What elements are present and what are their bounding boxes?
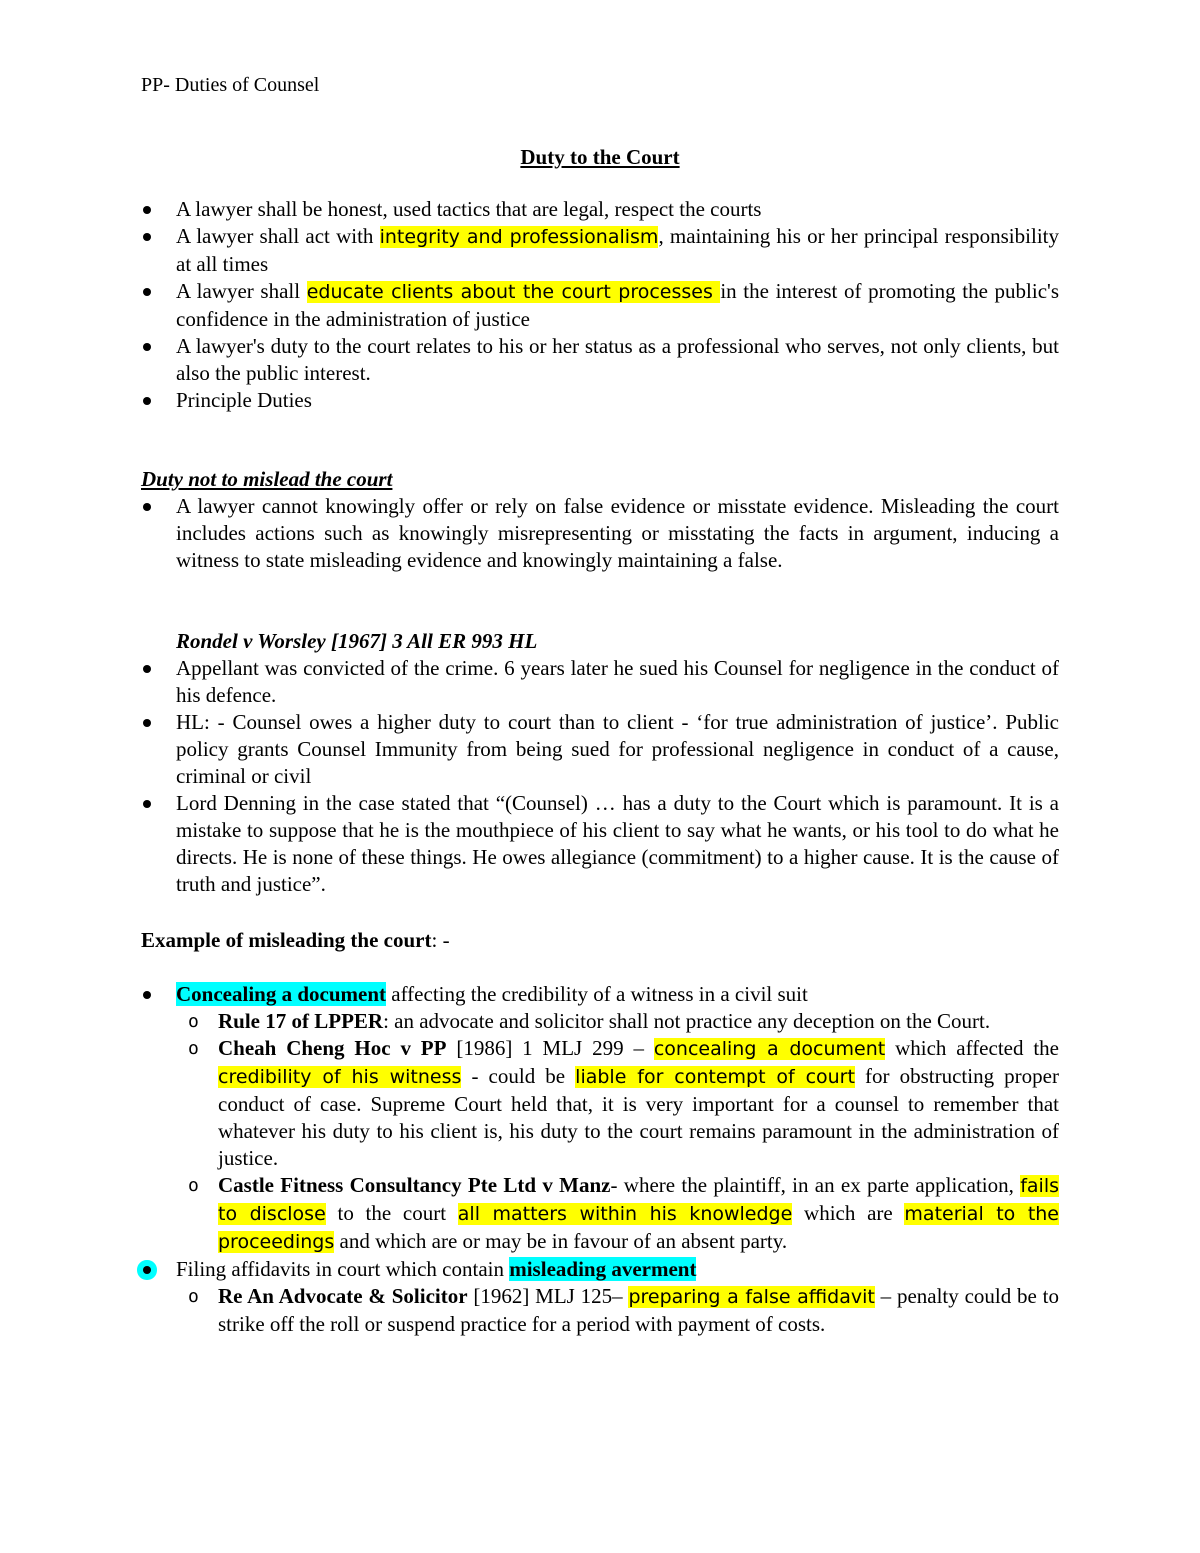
sub-list-item	[141, 1283, 1059, 1338]
sub-list-item	[141, 1035, 1059, 1172]
list-item	[141, 655, 1059, 709]
bullet-text: A lawyer shall	[176, 279, 307, 303]
page-title: Duty to the Court	[520, 145, 680, 169]
intro-bullet-list	[141, 196, 1059, 414]
heading-bold: Example of misleading the court	[141, 928, 432, 952]
highlight: credibility of his witness	[218, 1066, 462, 1088]
bullet-text: HL: - Counsel owes a higher duty to court than to client - ‘for true administration of justice’. Public policy grants Counsel Immunity from being sued for professional negligence in conduct of a cause, criminal or civil	[176, 710, 1059, 788]
sub-list-item	[141, 1008, 1059, 1035]
section-heading	[141, 927, 1059, 954]
list-item	[141, 1256, 1059, 1283]
sub-text: – penalty could be to strike off the roll or suspend practice for a period with payment of costs.	[218, 1284, 1059, 1336]
rondel-bullet-list	[141, 655, 1059, 898]
highlight: Concealing a document	[176, 982, 386, 1006]
bullet-text: A lawyer shall act with	[176, 224, 380, 248]
list-item	[141, 333, 1059, 387]
sub-list	[141, 1008, 1059, 1256]
page-header: PP- Duties of Counsel	[141, 74, 320, 96]
case-name: Cheah Cheng Hoc v PP	[218, 1036, 447, 1060]
bullet-text: A lawyer's duty to the court relates to his or her status as a professional who serves, not only clients, but also the public interest.	[176, 334, 1059, 385]
highlight: concealing a document	[653, 1038, 886, 1060]
case-name: Re An Advocate & Solicitor	[218, 1284, 468, 1308]
example-list	[141, 981, 1059, 1338]
sub-list	[141, 1283, 1059, 1338]
mislead-bullet-list	[141, 493, 1059, 574]
intro-section	[141, 196, 1059, 414]
example-bullet-list	[141, 981, 1059, 1008]
sub-text: - where the plaintiff, in an ex parte application,	[610, 1173, 1021, 1197]
list-item	[141, 981, 1059, 1008]
case-name: Castle Fitness Consultancy Pte Ltd v Manz	[218, 1173, 611, 1197]
rondel-section	[141, 628, 1059, 898]
sub-text: : an advocate and solicitor shall not practice any deception on the Court.	[383, 1009, 991, 1033]
case-name: Rule 17 of LPPER	[218, 1009, 384, 1033]
highlight: preparing a false affidavit	[628, 1286, 875, 1308]
example-bullet-list-2	[141, 1256, 1059, 1283]
bullet-text: Lord Denning in the case stated that “(Counsel) … has a duty to the Court which is paramount. It is a mistake to suppose that he is the mouthpiece of his client to say what he wants, or his tool to do what he directs. He is none of these things. He owes allegiance (commitment) to a higher cause. It is the cause of truth and justice”.	[176, 791, 1059, 896]
sub-list-item	[141, 1172, 1059, 1256]
heading-rest: : -	[431, 928, 450, 952]
highlight: material to the proceedings	[218, 1203, 1059, 1253]
sub-text: to the court	[325, 1201, 458, 1225]
section-heading: Duty not to mislead the court	[141, 467, 393, 491]
bullet-text: Appellant was convicted of the crime. 6 years later he sued his Counsel for negligence in the conduct of his defence.	[176, 656, 1059, 707]
list-item	[141, 223, 1059, 278]
example-section	[141, 927, 1059, 954]
list-item	[141, 387, 1059, 414]
bullet-text: , maintaining his or her principal responsibility at all times	[176, 224, 1059, 276]
bullet-text: Filing affidavits in court which contain	[176, 1257, 510, 1281]
bullet-text: in the interest of promoting the public's confidence in the administration of justice	[176, 279, 1059, 331]
highlight: educate clients about the court processes	[306, 281, 721, 303]
sub-text: which affected the	[885, 1036, 1060, 1060]
bullet-text: A lawyer shall be honest, used tactics that are legal, respect the courts	[176, 197, 762, 221]
sub-text: and which are or may be in favour of an absent party.	[334, 1229, 788, 1253]
list-item	[141, 278, 1059, 333]
highlight: misleading averment	[509, 1257, 697, 1281]
list-item	[141, 790, 1059, 898]
bullet-text: A lawyer cannot knowingly offer or rely on false evidence or misstate evidence. Misleading the court includes actions such as knowingly misrepresenting or misstating the facts in argument, inducing a witness to state misleading evidence and knowingly maintaining a false.	[176, 494, 1059, 572]
list-item	[141, 709, 1059, 790]
highlight: integrity and professionalism	[379, 226, 659, 248]
highlight: fails to disclose	[218, 1175, 1059, 1225]
sub-text: [1962] MLJ 125–	[467, 1284, 629, 1308]
sub-text: which are	[792, 1201, 905, 1225]
sub-text: - could be	[461, 1064, 576, 1088]
list-item	[141, 493, 1059, 574]
case-citation: Rondel v Worsley [1967] 3 All ER 993 HL	[176, 629, 538, 653]
list-item	[141, 196, 1059, 223]
sub-text: for obstructing proper conduct of case. Supreme Court held that, it is very important for a counsel to remember that whatever his duty to his client is, his duty to the court remains paramount in the administration of justice.	[218, 1064, 1059, 1170]
mislead-section	[141, 466, 1059, 574]
bullet-text: affecting the credibility of a witness in a civil suit	[386, 982, 808, 1006]
highlight: liable for contempt of court	[575, 1066, 855, 1088]
sub-text: [1986] 1 MLJ 299 –	[446, 1036, 654, 1060]
bullet-text: Principle Duties	[176, 388, 312, 412]
highlight: all matters within his knowledge	[457, 1203, 793, 1225]
